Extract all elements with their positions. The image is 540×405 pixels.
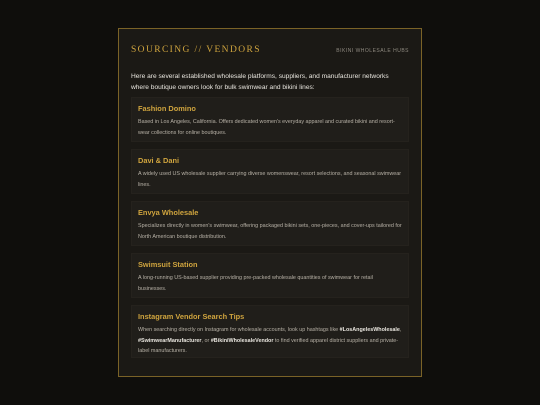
vendors-panel — [118, 28, 422, 377]
panel-tag: BIKINI WHOLESALE HUBS — [336, 48, 409, 54]
vendor-name: Swimsuit Station — [138, 260, 198, 269]
hashtag: #SwimwearManufacturer — [138, 337, 202, 344]
vendor-description: A widely used US wholesale supplier carrying diverse womenswear, resort selections, and seasonal swimwear lines. — [138, 171, 402, 188]
instagram-tips-card — [131, 305, 409, 358]
tips-title: Instagram Vendor Search Tips — [138, 312, 245, 321]
vendor-card-envya-wholesale — [131, 201, 409, 246]
vendor-list — [131, 97, 409, 358]
vendor-description: Specializes directly in women's swimwear, offering packaged bikini sets, one-pieces, and cover-ups tailored for North American boutique distribution. — [138, 223, 402, 240]
intro-text: Here are several established wholesale platforms, suppliers, and manufacturer networks where boutique owners look for bulk swimwear and bikini lines: — [131, 73, 389, 91]
vendor-description: Based in Los Angeles, California. Offers dedicated women's everyday apparel and curated bikini and resort-wear collections for online boutiques. — [138, 119, 395, 136]
panel-title: SOURCING // VENDORS — [131, 45, 261, 55]
panel-header — [131, 45, 409, 59]
vendor-card-fashion-domino — [131, 97, 409, 142]
vendor-card-davi-dani — [131, 149, 409, 194]
hashtag: #BikiniWholesaleVendor — [210, 337, 274, 344]
vendor-description: A long-running US-based supplier providing pre-packed wholesale quantities of swimwear for retail businesses. — [138, 275, 373, 292]
vendor-card-swimsuit-station — [131, 253, 409, 298]
vendor-name: Davi & Dani — [138, 156, 180, 165]
tips-text: When searching directly on Instagram for wholesale accounts, look up hashtags like #LosAngelesWholesale, #SwimwearManufacturer, or #BikiniWholesaleVendor to find verified apparel district suppliers and private-label manufacturers. — [138, 327, 402, 354]
vendor-name: Envya Wholesale — [138, 208, 199, 217]
vendor-name: Fashion Domino — [138, 104, 196, 113]
hashtag: #LosAngelesWholesale — [339, 327, 400, 333]
